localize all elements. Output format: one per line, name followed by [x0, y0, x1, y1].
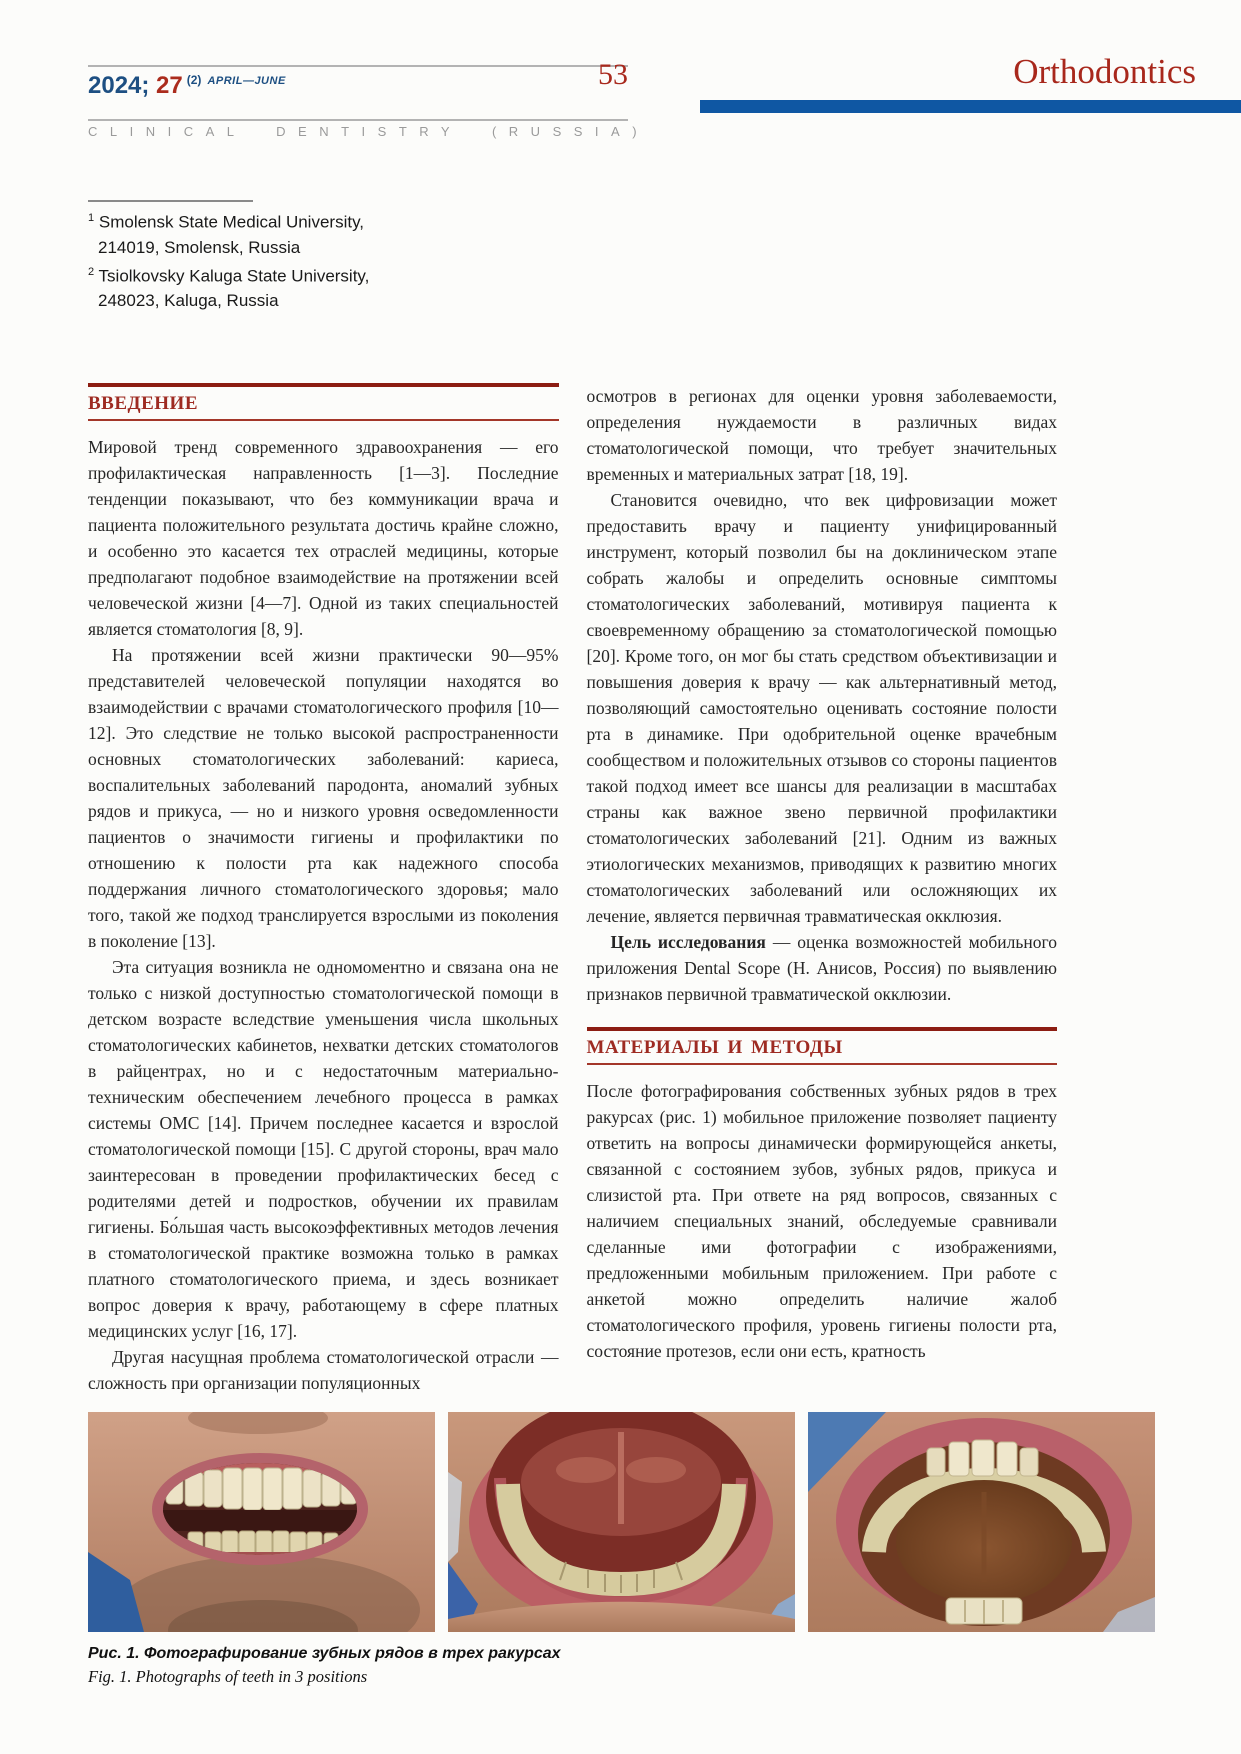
introduction-rule-thin — [88, 419, 559, 421]
affiliations-rule — [88, 200, 253, 202]
figure-caption-english: Fig. 1. Photographs of teeth in 3 positions — [88, 1667, 368, 1686]
introduction-heading-block — [88, 383, 559, 421]
intro-paragraph: Эта ситуация возникла не одномоментно и связана она не только с низкой доступностью стоматологической помощи в детском возрасте вследствие уменьшения числа школьных стоматологических кабинетов, нехватки детских стоматологов в райцентрах, но и с недостаточным материально-техническим обеспечением лечебного процесса в рамках системы ОМС [14]. Причем последнее касается и взрослой стоматологической помощи [15]. С другой стороны, врач мало заинтересован в проведении профилактических бесед с родителями детей и подростков, обучении их правилам гигиены. Бо́льшая часть высокоэффективных методов лечения в стоматологической практике возможна только в рамках платного стоматологического приема, и здесь возникает вопрос доверия к врачу, работающему в сфере платных медицинских услуг [16, 17]. — [88, 956, 559, 1341]
photo-lower-dental-arch — [448, 1412, 795, 1632]
section-blue-bar — [700, 100, 1241, 113]
study-goal-text: — оценка возможностей мобильного приложения Dental Scope (Н. Анисов, Россия) по выявлению признаков первичной травматической окклюзии. — [586, 932, 1057, 1004]
figure-caption-russian: Рис. 1. Фотографирование зубных рядов в трех ракурсах — [88, 1645, 561, 1662]
figure-caption — [88, 1642, 561, 1688]
photo-frontal-smile — [88, 1412, 435, 1632]
photo-upper-dental-arch — [808, 1412, 1155, 1632]
intro-paragraph: Становится очевидно, что век цифровизации может предоставить врачу и пациенту унифицированный инструмент, который позволил бы на доклиническом этапе собрать жалобы и определить основные симптомы стоматологических заболеваний, мотивируя пациента к своевременному обращению за стоматологической помощью [20]. Кроме того, он мог бы стать средством объективизации и повышения доверия к врачу — как альтернативный метод, позволяющий самостоятельно оценивать состояние полости рта в динамике. При одобрительной оценке врачебным сообществом и положительных отзывов со стороны пациентов такой подход имеет все шансы для реализации в масштабах страны как важное звено первичной профилактики стоматологических заболеваний [21]. Одним из важных этиологических механизмов, приводящих к развитию многих стоматологических заболеваний или осложняющих их лечение, является первичная травматическая окклюзия. — [586, 490, 1057, 926]
intro-paragraph: Мировой тренд современного здравоохранения — его профилактическая направленность [1—3]. Последние тенденции показывают, что без коммуникации врача и пациента положительного результата достичь крайне сложно, и особенно это касается тех отраслей медицины, которые предполагают подобное взаимодействие на протяжении всей человеческой жизни [4—7]. Одной из таких специальностей является стоматология [8, 9]. — [88, 436, 559, 639]
left-column — [88, 383, 559, 1409]
lower-arch-illustration — [448, 1412, 795, 1632]
affiliation-2-line-2: 248023, Kaluga, Russia — [98, 291, 279, 311]
affiliation-2-name: Tsiolkovsky Kaluga State University, — [98, 266, 370, 286]
frontal-smile-illustration — [88, 1412, 435, 1632]
affiliation-1-line-1 — [88, 206, 369, 235]
intro-paragraph-continued: осмотров в регионах для оценки уровня заболеваемости, определения нуждаемости в различных видах стоматологической помощи, что требует значительных временных и материальных затрат [18, 19]. — [586, 386, 1057, 484]
volume-year: 2024; — [88, 72, 150, 99]
article-body — [88, 383, 1057, 1409]
intro-paragraph: Другая насущная проблема стоматологической отрасли — сложность при организации популяционных — [88, 1346, 559, 1393]
materials-heading: МАТЕРИАЛЫ И МЕТОДЫ — [586, 1037, 843, 1058]
affiliation-1-name: Smolensk State Medical University, — [98, 212, 365, 232]
journal-section-title: Orthodontics — [1013, 52, 1196, 91]
upper-arch-illustration — [808, 1412, 1155, 1632]
materials-paragraph: После фотографирования собственных зубных рядов в трех ракурсах (рис. 1) мобильное приложение позволяет пациенту ответить на вопросы динамически формирующейся анкеты, связанной с состоянием зубов, зубных рядов, прикуса и слизистой рта. При ответе на ряд вопросов, связанных с наличием специальных знаний, обследуемые сравнивали сделанные ими фотографии с изображениями, предложенными мобильным приложением. При работе с анкетой можно определить наличие жалоб стоматологического профиля, уровень гигиены полости рта, состояние протезов, если они есть, кратность — [586, 1080, 1057, 1361]
volume-number: 27 — [149, 72, 183, 99]
materials-heading-block — [587, 1027, 1058, 1065]
affiliations-block — [88, 206, 369, 313]
affiliation-1-marker: 1 — [88, 212, 95, 224]
page-number: 53 — [598, 58, 628, 91]
journal-name: CLINICAL DENTISTRY (RUSSIA) — [88, 124, 650, 139]
right-column — [587, 383, 1058, 1409]
introduction-heading: ВВЕДЕНИЕ — [88, 393, 198, 414]
affiliation-2-marker: 2 — [88, 265, 95, 278]
figure-1 — [88, 1412, 1155, 1632]
study-goal-label: Цель исследования — [610, 932, 766, 952]
issue-number: (2) — [186, 73, 202, 87]
study-goal-paragraph — [587, 929, 1058, 1007]
intro-paragraph: На протяжении всей жизни практически 90—95% представителей человеческой популяции находятся во взаимодействии с врачами стоматологического профиля [10—12]. Это следствие не только высокой распространенности основных стоматологических заболеваний: кариеса, воспалительных заболеваний пародонта, аномалий зубных рядов и прикуса, — но и низкого уровня осведомленности пациентов о значимости гигиены и профилактики по отношению к полости рта как надежного способа поддержания личного стоматологического здоровья; мало того, такой же подход транслируется взрослыми из поколения в поколение [13]. — [88, 644, 559, 951]
affiliation-2-line-1 — [88, 260, 369, 289]
materials-rule-thin — [587, 1063, 1058, 1065]
issue-season: APRIL—JUNE — [207, 75, 286, 87]
affiliation-1-line-2: 214019, Smolensk, Russia — [98, 237, 301, 257]
header-bottom-rule — [88, 119, 628, 121]
